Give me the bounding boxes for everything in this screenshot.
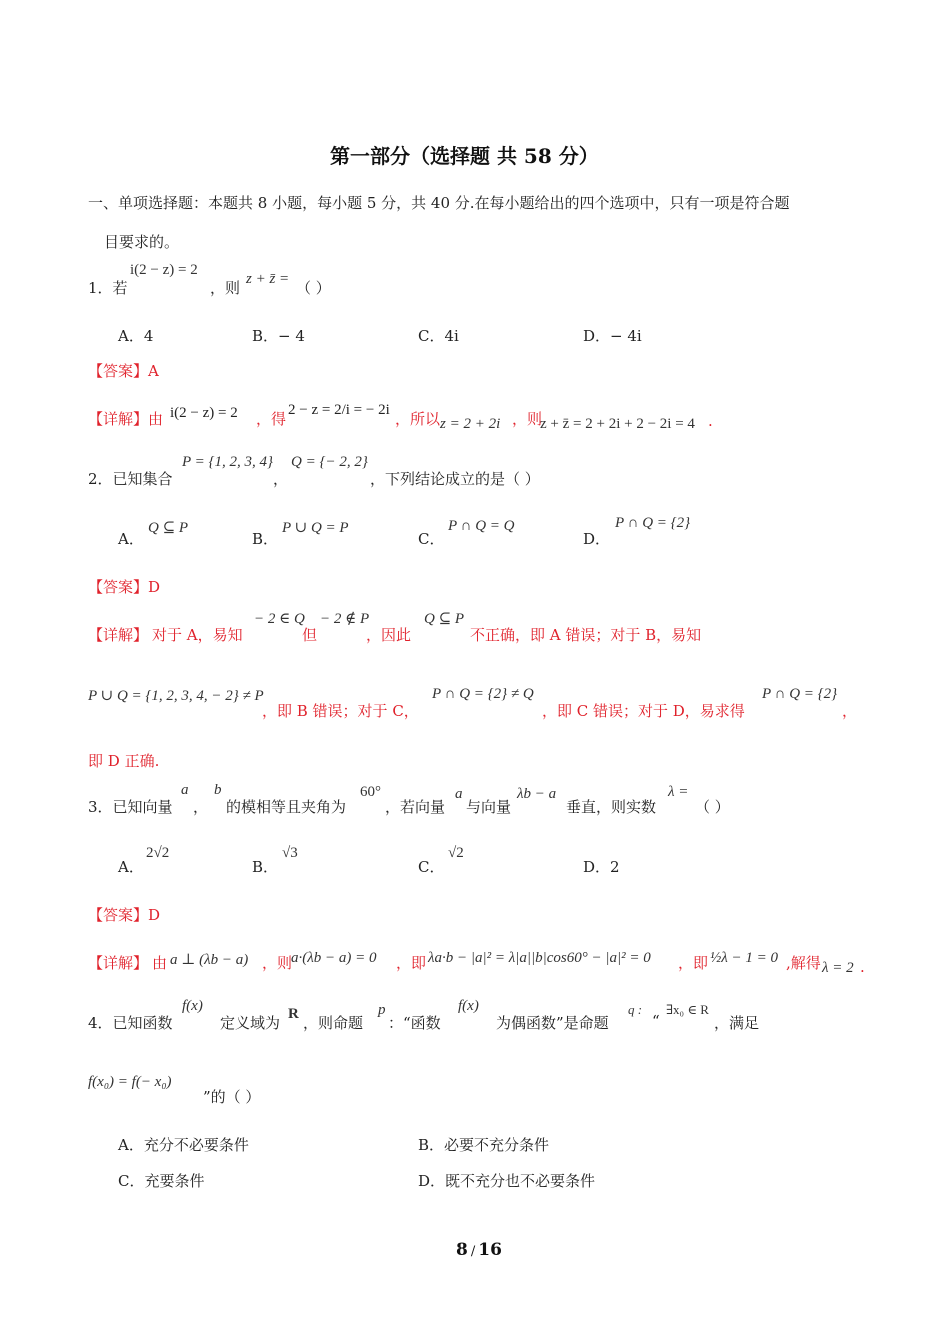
detail-math: a ⊥ (λb − a)	[170, 952, 249, 968]
option-b: B．必要不充分条件	[418, 1136, 550, 1154]
detail-math: λ = 2	[822, 960, 854, 976]
detail-math: i(2 − z) = 2	[170, 405, 238, 421]
math-condition: f(x₀) = f(− x₀)	[88, 1074, 172, 1090]
question-text: 的模相等且夹角为	[226, 798, 347, 816]
option-d-math: P ∩ Q = {2}	[615, 515, 691, 531]
detail-math: λa·b − |a|² = λ|a||b|cos60° − |a|² = 0	[428, 950, 651, 966]
math-expression: z + z̄ =	[246, 271, 290, 287]
question-text: ”的（ ）	[203, 1088, 261, 1106]
math-vector: λb − a	[517, 786, 557, 802]
option-d: D．既不充分也不必要条件	[418, 1172, 596, 1190]
detail-text: ，即 C 错误；对于 D，易求得	[542, 702, 745, 720]
math-function: f(x)	[458, 998, 479, 1014]
option-d: D．− 4i	[583, 327, 642, 345]
detail-text: .	[708, 412, 713, 430]
math-vector-b: b	[214, 782, 222, 798]
detail-text: ，则	[262, 954, 293, 972]
question-number: 3．已知向量	[88, 798, 173, 816]
detail-math: 2 − z = 2/i = − 2i	[288, 402, 390, 418]
option-d-label: D．	[583, 530, 611, 548]
option-a: A．4	[118, 327, 154, 345]
option-b-math: P ∪ Q = P	[282, 520, 349, 536]
answer-label: 【答案】A	[88, 362, 159, 380]
detail-text: 但	[302, 626, 318, 644]
detail-math: z = 2 + 2i	[440, 416, 501, 432]
detail-text: .	[860, 958, 865, 976]
math-proposition-q: q :	[628, 1002, 643, 1017]
option-c-math: √2	[448, 845, 464, 861]
question-text: ，则	[210, 279, 241, 297]
detail-label: 【详解】	[88, 954, 149, 972]
section-heading: 一、单项选择题：本题共 8 小题，每小题 5 分，共 40 分.在每小题给出的四个选项中，只有一项是符合题	[88, 194, 790, 212]
page-separator: /	[470, 1244, 476, 1259]
detail-text: ，则	[512, 410, 543, 428]
option-c-label: C．	[418, 530, 445, 548]
question-number: 2．已知集合	[88, 470, 173, 488]
math-set-p: P = {1, 2, 3, 4}	[182, 454, 274, 470]
detail-math: − 2 ∉ P	[320, 611, 370, 627]
detail-math: ½λ − 1 = 0	[710, 950, 778, 966]
question-text: ，	[273, 470, 289, 488]
math-lambda: λ =	[668, 784, 689, 800]
answer-label: 【答案】D	[88, 578, 161, 596]
option-a: A．充分不必要条件	[118, 1136, 249, 1154]
question-text: ，则命题	[303, 1014, 364, 1032]
page-current: 8	[456, 1240, 468, 1260]
detail-text: ，	[842, 702, 858, 720]
detail-text: ,解得	[786, 954, 821, 972]
option-b-label: B．	[252, 530, 279, 548]
page-number	[456, 1240, 502, 1260]
question-text: “	[652, 1012, 660, 1030]
detail-text: ，得	[256, 410, 287, 428]
detail-text: ，即 B 错误；对于 C，	[262, 702, 419, 720]
option-b: B．− 4	[252, 327, 305, 345]
math-condition: i(2 − z) = 2	[130, 262, 198, 278]
option-b-math: √3	[282, 845, 298, 861]
page-title: 第一部分（选择题 共 58 分）	[330, 144, 599, 168]
question-text: ，若向量	[385, 798, 446, 816]
detail-text: 由	[148, 410, 164, 428]
option-c-label: C．	[418, 858, 445, 876]
question-number: 1．若	[88, 279, 128, 297]
question-text: ，下列结论成立的是（ ）	[370, 470, 540, 488]
math-angle: 60°	[360, 784, 381, 800]
math-set-q: Q = {− 2, 2}	[291, 454, 368, 470]
option-a-label: A．	[118, 858, 144, 876]
math-proposition-p: p	[378, 1002, 386, 1018]
question-text: ，	[193, 798, 209, 816]
option-d-label: D．2	[583, 858, 620, 876]
detail-text: ，即	[396, 954, 427, 972]
option-b-label: B．	[252, 858, 279, 876]
math-exists: ∃x₀ ∈ R	[666, 1002, 709, 1017]
detail-math: z + z̄ = 2 + 2i + 2 − 2i = 4	[540, 416, 695, 432]
question-text: 为偶函数”是命题	[496, 1014, 609, 1032]
option-a-label: A．	[118, 530, 144, 548]
detail-label: 【详解】	[88, 626, 149, 644]
detail-text: 由	[152, 954, 168, 972]
answer-label: 【答案】D	[88, 906, 161, 924]
detail-text: ，所以	[395, 410, 441, 428]
math-vector-a: a	[455, 786, 463, 802]
option-c-math: P ∩ Q = Q	[448, 518, 515, 534]
question-text: ：“函数	[388, 1014, 441, 1032]
detail-text: ，因此	[366, 626, 412, 644]
detail-text: 不正确，即 A 错误；对于 B，易知	[470, 626, 702, 644]
detail-text: 即 D 正确.	[88, 752, 160, 770]
detail-line	[88, 408, 163, 429]
detail-math: − 2 ∈ Q	[254, 611, 305, 627]
math-reals: R	[288, 1006, 299, 1022]
option-a-math: Q ⊆ P	[148, 520, 189, 536]
question-text: 垂直，则实数	[566, 798, 657, 816]
question-text: 定义域为	[220, 1014, 281, 1032]
math-vector-a: a	[181, 782, 189, 798]
question-number: 4．已知函数	[88, 1014, 173, 1032]
option-a-math: 2√2	[146, 845, 170, 861]
detail-text: ，即	[678, 954, 709, 972]
option-c: C．充要条件	[118, 1172, 205, 1190]
option-c: C．4i	[418, 327, 459, 345]
page-total: 16	[478, 1240, 502, 1260]
detail-math: Q ⊆ P	[424, 611, 465, 627]
detail-math: a·(λb − a) = 0	[291, 950, 377, 966]
detail-math: P ∪ Q = {1, 2, 3, 4, − 2} ≠ P	[88, 688, 264, 704]
detail-math: P ∩ Q = {2} ≠ Q	[432, 686, 534, 702]
detail-text: 对于 A，易知	[152, 626, 243, 644]
detail-math: P ∩ Q = {2}	[762, 686, 838, 702]
answer-paren: （ ）	[695, 798, 730, 816]
answer-paren: （ ）	[296, 279, 331, 297]
question-text: ，满足	[714, 1014, 760, 1032]
question-text: 与向量	[466, 798, 512, 816]
math-function: f(x)	[182, 998, 203, 1014]
section-heading-cont: 目要求的。	[104, 233, 180, 251]
detail-label: 【详解】	[88, 410, 149, 428]
